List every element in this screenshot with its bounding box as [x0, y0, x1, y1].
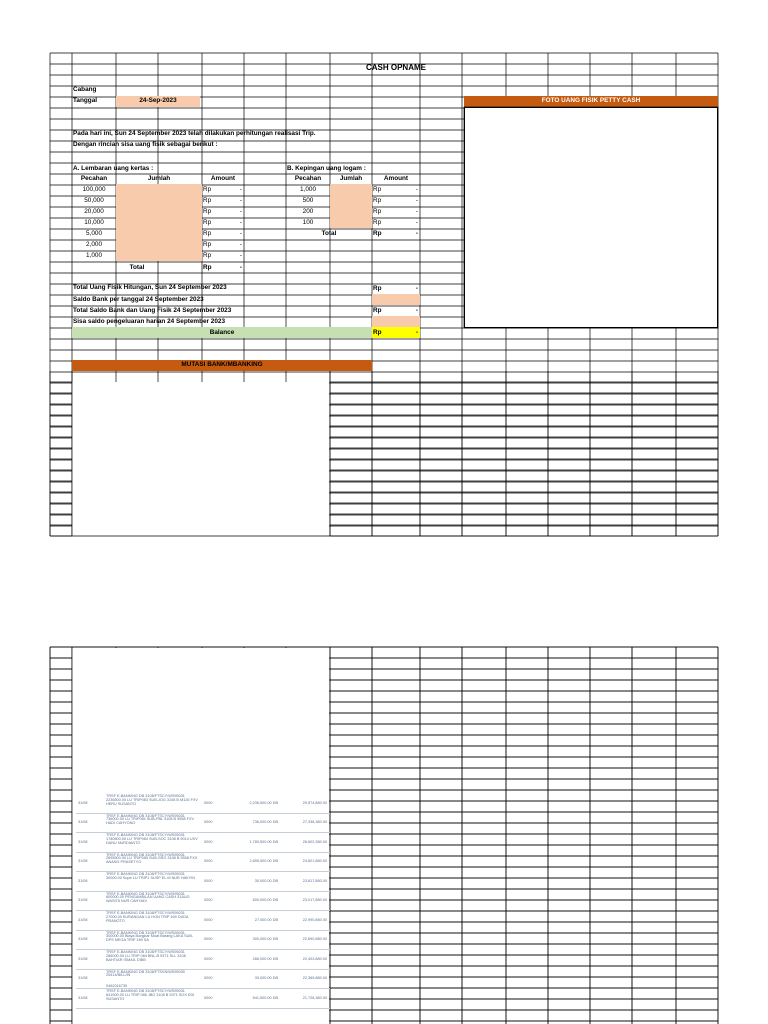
kertas-pecahan: 20,000 [84, 208, 104, 215]
logam-pecahan: 200 [302, 208, 314, 215]
mutasi-branch: 0000 [204, 976, 213, 981]
kertas-rp: Rp [203, 197, 212, 204]
mutasi-row [76, 949, 330, 970]
photo-box-border [464, 107, 718, 328]
mutasi-ref: 0462016735 [106, 983, 128, 988]
kertas-amount: - [239, 219, 242, 226]
logam-pecahan: 1,000 [300, 186, 316, 193]
kertas-pecahan: 2,000 [86, 241, 102, 248]
mutasi-row [76, 930, 330, 951]
logam-rp: Rp [373, 197, 382, 204]
logam-rp: Rp [373, 208, 382, 215]
mutasi-row [76, 832, 330, 853]
mutasi-row [76, 813, 330, 834]
mutasi-desc: TRSF E-BANKING DB 3108/FTSCY/WS95031 27000.00 KURANGAN LU HON TRIP 169 DUDA PRANOTO [106, 911, 189, 923]
mutasi-date: 31/08 [78, 917, 88, 922]
kertas-pecahan: 5,000 [86, 230, 102, 237]
mutasi-balance: 24,821,880.00 [302, 859, 327, 864]
mutasi-balance: 22,690,880.00 [302, 937, 327, 942]
mutasi-balance: 23,817,880.00 [302, 878, 327, 883]
mutasi-desc: TRSF E-BANKING DB 3108/FTSCY/WS95031 300000.00 Biaya Bongkar Muat Barang LAKA SUB-DPS MEGA TRIP 169 SA [106, 930, 194, 943]
kertas-pecahan: 50,000 [84, 197, 104, 204]
mutasi-amount: 641,500.00 DB [252, 995, 278, 1000]
cabang-label: Cabang [73, 86, 97, 93]
mutasi-branch: 0000 [204, 820, 213, 825]
mutasi-row [76, 988, 330, 1009]
kertas-total-rp: Rp [203, 264, 212, 271]
mutasi-branch: 0000 [204, 937, 213, 942]
sisa-saldo-label: Sisa saldo pengeluaran harian 24 September 2023 [73, 318, 226, 325]
total-saldo-label: Total Saldo Bank dan Uang Fisik 24 September 2023 [73, 307, 232, 314]
mutasi-row [76, 891, 330, 912]
photo-header: FOTO UANG FISIK PETTY CASH [541, 97, 641, 104]
mutasi-balance: 21,728,380.00 [302, 995, 327, 1000]
logam-total-rp: Rp [373, 230, 382, 237]
kertas-rp: Rp [203, 219, 212, 226]
logam-pecahan: 100 [302, 219, 314, 226]
mutasi-row [76, 871, 330, 892]
mutasi-desc: TRSF E-BANKING DB 3108/FTSCY/WS95031 30000.00 Sopir LU TRIP1 SUSP EL M NUR HAKYIN [106, 872, 195, 880]
mutasi-date: 31/08 [78, 800, 88, 805]
mutasi-branch: 0000 [204, 917, 213, 922]
mutasi-amount: 1,780,500.00 DB [249, 839, 278, 844]
mutasi-balance: 27,338,380.00 [302, 820, 327, 825]
balance-rp: Rp [373, 329, 382, 336]
mutasi-desc: TRSF E-BANKING DB 3108/FTSCY/WS95031 600000.00 PENGAMBILAN UANG CASH 31AUG WASITA NUR CAHYADI [106, 891, 190, 904]
mutasi-desc: TRSF E-BANKING DB 3108/FTSCY/WS95031 286000.00 LU TRIP 084 BNL-B 9371 SLL 3108 BAHTIAR ISMAIL DIBB [106, 950, 186, 962]
mutasi-branch: 0000 [204, 898, 213, 903]
mutasi-balance: 22,403,880.00 [302, 956, 327, 961]
mutasi-amount: 27,000.00 DB [254, 917, 278, 922]
logam-amount: - [415, 208, 418, 215]
kertas-col-jumlah: Jumlah [147, 175, 171, 182]
mutasi-branch: 0000 [204, 956, 213, 961]
logam-col-jumlah: Jumlah [339, 175, 363, 182]
mutasi-date: 31/08 [78, 956, 88, 961]
mutasi-amount: 2,695,500.00 DB [249, 859, 278, 864]
intro-line-2: Dengan rincian sisa uang fisik sebagai berikut : [73, 141, 218, 148]
total-fisik-label: Total Uang Fisik Hitungan, Sun 24 September 2023 [73, 284, 227, 291]
kertas-rp: Rp [203, 252, 212, 259]
mutasi-balance: 23,017,880.00 [302, 898, 327, 903]
mutasi-date: 31/08 [78, 898, 88, 903]
kertas-total-label: Total [129, 264, 145, 271]
mutasi-amount: 300,000.00 DB [252, 937, 278, 942]
mutasi-amount: 33,000.00 DB [254, 976, 278, 981]
logam-rp: Rp [373, 186, 382, 193]
mutasi-date: 31/08 [78, 976, 88, 981]
mutasi-date: 31/08 [78, 995, 88, 1000]
mutasi-branch: 0000 [204, 800, 213, 805]
mutasi-amount: 30,000.00 DB [254, 878, 278, 883]
kertas-pecahan: 100,000 [82, 186, 106, 193]
logam-amount: - [415, 197, 418, 204]
kertas-amount: - [239, 186, 242, 193]
kertas-total-amount: - [239, 264, 242, 271]
logam-heading: B. Kepingan uang logam : [287, 165, 366, 172]
mutasi-row [76, 910, 330, 931]
tanggal-value: 24-Sep-2023 [139, 97, 177, 104]
total-fisik-amount: - [415, 285, 418, 292]
mutasi-header: MUTASI BANK/MBANKING [181, 361, 263, 368]
tanggal-label: Tanggal [73, 97, 98, 104]
mutasi-branch: 0000 [204, 839, 213, 844]
balance-label: Balance [209, 329, 235, 336]
mutasi-branch: 0000 [204, 995, 213, 1000]
kertas-rp: Rp [203, 186, 212, 193]
mutasi-date: 31/08 [78, 937, 88, 942]
mutasi-branch: 0000 [204, 859, 213, 864]
kertas-pecahan: 1,000 [86, 252, 102, 259]
kertas-amount: - [239, 197, 242, 204]
logam-amount: - [415, 186, 418, 193]
kertas-heading: A. Lembaran uang kertas : [73, 165, 154, 172]
intro-line-1: Pada hari ini, Sun 24 September 2023 telah dilakukan perhitungan realisasi Trip. [73, 130, 316, 137]
mutasi-desc: TRSF E-BANKING DB 3108/FTSCY/WS95031 736000.00 LU TRIP081 SUB-PBL 3108 B 9558 FXV HADI CAHYONO [106, 813, 195, 826]
logam-pecahan: 500 [302, 197, 314, 204]
mutasi-row [76, 793, 330, 814]
kertas-amount: - [239, 241, 242, 248]
kertas-rp: Rp [203, 230, 212, 237]
mutasi-amount: 736,000.00 DB [252, 820, 278, 825]
balance-amount: - [415, 329, 418, 336]
page-title: CASH OPNAME [365, 63, 426, 72]
mutasi-date: 31/08 [78, 859, 88, 864]
mutasi-amount: 600,000.00 DB [252, 898, 278, 903]
kertas-amount: - [239, 252, 242, 259]
mutasi-desc: TRSF E-BANKING DB 3108/FTSCY/WS95031 2695500.00 LU TRIP085 SUB-SRG 3108 B 9558 FXX ANANG PRASETYO [106, 852, 198, 865]
kertas-rp: Rp [203, 208, 212, 215]
mutasi-balance: 22,369,880.00 [302, 976, 327, 981]
mutasi-branch: 0000 [204, 878, 213, 883]
total-saldo-rp: Rp [373, 307, 382, 314]
mutasi-amount: 2,236,500.00 DB [249, 800, 278, 805]
kertas-amount: - [239, 230, 242, 237]
kertas-col-amount: Amount [210, 175, 236, 182]
total-saldo-amount: - [415, 307, 418, 314]
logam-total-label: Total [321, 230, 337, 237]
logam-col-pecahan: Pecahan [294, 175, 322, 182]
kertas-pecahan: 10,000 [84, 219, 104, 226]
kertas-col-pecahan: Pecahan [80, 175, 108, 182]
mutasi-row [76, 852, 330, 873]
mutasi-date: 31/08 [78, 820, 88, 825]
kertas-rp: Rp [203, 241, 212, 248]
logam-rp: Rp [373, 219, 382, 226]
mutasi-balance: 29,574,880.00 [302, 800, 327, 805]
saldo-bank-label: Saldo Bank per tanggal 24 September 2023 [73, 296, 204, 303]
mutasi-desc: TRSF E-BANKING DB 3108/FTSCY/WS95031 2236500.00 LU TRIP083 SUB-JOG 3108 B M126 FXV HERU SUSANTO [106, 794, 198, 806]
mutasi-date: 31/08 [78, 839, 88, 844]
logam-col-amount: Amount [383, 175, 409, 182]
mutasi-date: 31/08 [78, 878, 88, 883]
mutasi-balance: 26,602,380.00 [302, 839, 327, 844]
logam-total-amount: - [415, 230, 418, 237]
total-fisik-rp: Rp [373, 285, 382, 292]
kertas-amount: - [239, 208, 242, 215]
mutasi-desc: TRSF E-BANKING DB 3108/FTSVN/WS95030 25414/BILL/IN [106, 969, 185, 978]
mutasi-desc: TRSF E-BANKING DB 3108/FTSCY/WS95031 641500.00 LU TRIP 086 JBG 3108 B 9371 SOX EDI SUSANTO [106, 989, 195, 1001]
mutasi-balance: 22,990,880.00 [302, 917, 327, 922]
mutasi-desc: TRSF E-BANKING DB 3108/FTSCY/WS95031 1780500.00 LU TRIP084 SUB-SOC 3108 B 9014 UXV DANU NURDIANTO [106, 833, 198, 845]
mutasi-amount: 286,000.00 DB [252, 956, 278, 961]
logam-amount: - [415, 219, 418, 226]
